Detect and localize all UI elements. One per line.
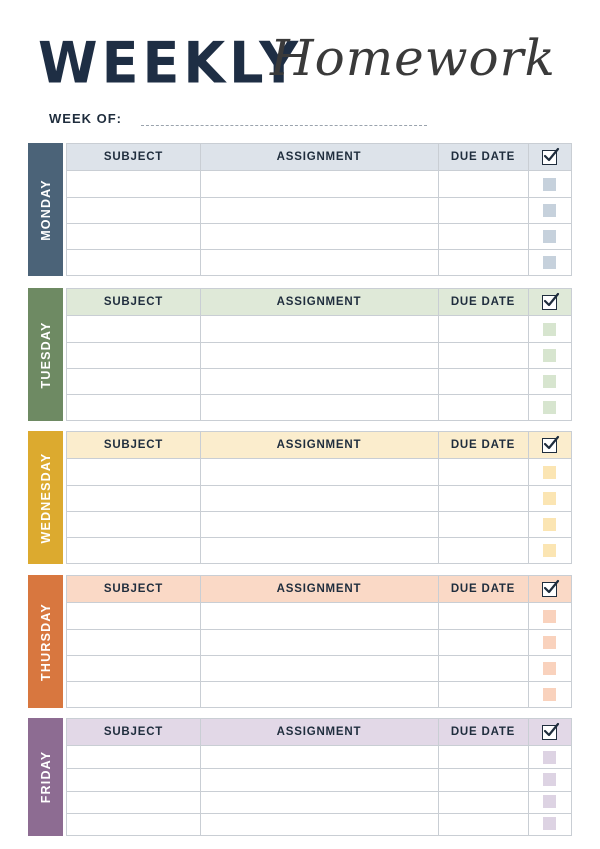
title-script: Homework — [270, 29, 556, 87]
done-checkbox[interactable] — [543, 773, 556, 786]
day-block-friday — [28, 718, 573, 836]
done-checkbox[interactable] — [543, 492, 556, 505]
homework-table — [66, 143, 572, 276]
row-divider — [67, 249, 571, 250]
done-checkbox[interactable] — [543, 230, 556, 243]
column-divider — [528, 144, 529, 275]
column-header-due-date: DUE DATE — [450, 296, 516, 308]
done-checkbox[interactable] — [543, 375, 556, 388]
done-checkbox[interactable] — [543, 544, 556, 557]
day-label: WEDNESDAY — [38, 452, 53, 543]
column-divider — [528, 576, 529, 707]
homework-table — [66, 575, 572, 708]
column-divider — [528, 719, 529, 835]
done-checkbox[interactable] — [543, 795, 556, 808]
row-divider — [67, 197, 571, 198]
day-block-thursday — [28, 575, 573, 708]
day-tab — [28, 431, 63, 564]
day-block-monday — [28, 143, 573, 276]
column-header-assignment: ASSIGNMENT — [276, 296, 362, 308]
row-divider — [67, 629, 571, 630]
column-header-assignment: ASSIGNMENT — [276, 726, 362, 738]
row-divider — [67, 768, 571, 769]
day-label: FRIDAY — [38, 750, 53, 804]
homework-table — [66, 718, 572, 836]
row-divider — [67, 368, 571, 369]
done-checkbox[interactable] — [543, 636, 556, 649]
checkbox-checked-icon — [542, 725, 557, 740]
column-divider — [438, 576, 439, 707]
done-checkbox[interactable] — [543, 204, 556, 217]
row-divider — [67, 537, 571, 538]
row-divider — [67, 485, 571, 486]
column-divider — [200, 719, 201, 835]
day-block-tuesday — [28, 288, 573, 421]
column-divider — [528, 289, 529, 420]
done-checkbox[interactable] — [543, 817, 556, 830]
done-checkbox[interactable] — [543, 662, 556, 675]
week-of-label: WEEK OF: — [49, 111, 122, 126]
day-tab — [28, 718, 63, 836]
column-header-due-date: DUE DATE — [450, 726, 516, 738]
checkbox-checked-icon — [542, 295, 557, 310]
row-divider — [67, 511, 571, 512]
column-header-subject: SUBJECT — [103, 439, 164, 451]
column-header-due-date: DUE DATE — [450, 151, 516, 163]
page-title — [38, 24, 578, 97]
done-checkbox[interactable] — [543, 256, 556, 269]
column-divider — [528, 432, 529, 563]
done-checkbox[interactable] — [543, 610, 556, 623]
column-divider — [200, 576, 201, 707]
done-checkbox[interactable] — [543, 751, 556, 764]
done-checkbox[interactable] — [543, 518, 556, 531]
column-divider — [438, 432, 439, 563]
checkbox-checked-icon — [542, 150, 557, 165]
column-header-subject: SUBJECT — [103, 151, 164, 163]
row-divider — [67, 655, 571, 656]
done-checkbox[interactable] — [543, 323, 556, 336]
column-header-subject: SUBJECT — [103, 726, 164, 738]
column-divider — [438, 289, 439, 420]
week-of-field[interactable] — [49, 111, 449, 129]
title-main: WEEKLY — [38, 29, 303, 97]
column-header-due-date: DUE DATE — [450, 439, 516, 451]
day-tab — [28, 575, 63, 708]
day-tab — [28, 143, 63, 276]
row-divider — [67, 791, 571, 792]
column-header-due-date: DUE DATE — [450, 583, 516, 595]
row-divider — [67, 342, 571, 343]
day-label: THURSDAY — [38, 602, 53, 681]
column-header-assignment: ASSIGNMENT — [276, 439, 362, 451]
done-checkbox[interactable] — [543, 401, 556, 414]
column-header-assignment: ASSIGNMENT — [276, 151, 362, 163]
column-divider — [200, 289, 201, 420]
row-divider — [67, 813, 571, 814]
done-checkbox[interactable] — [543, 349, 556, 362]
checkbox-checked-icon — [542, 582, 557, 597]
column-divider — [200, 432, 201, 563]
day-block-wednesday — [28, 431, 573, 564]
column-header-subject: SUBJECT — [103, 296, 164, 308]
row-divider — [67, 394, 571, 395]
row-divider — [67, 681, 571, 682]
column-header-subject: SUBJECT — [103, 583, 164, 595]
done-checkbox[interactable] — [543, 178, 556, 191]
day-label: TUESDAY — [38, 321, 53, 388]
homework-table — [66, 288, 572, 421]
row-divider — [67, 223, 571, 224]
column-divider — [438, 144, 439, 275]
week-of-line[interactable] — [141, 125, 427, 126]
homework-table — [66, 431, 572, 564]
day-label: MONDAY — [38, 178, 53, 241]
column-header-assignment: ASSIGNMENT — [276, 583, 362, 595]
done-checkbox[interactable] — [543, 688, 556, 701]
column-divider — [200, 144, 201, 275]
done-checkbox[interactable] — [543, 466, 556, 479]
column-divider — [438, 719, 439, 835]
day-tab — [28, 288, 63, 421]
checkbox-checked-icon — [542, 438, 557, 453]
